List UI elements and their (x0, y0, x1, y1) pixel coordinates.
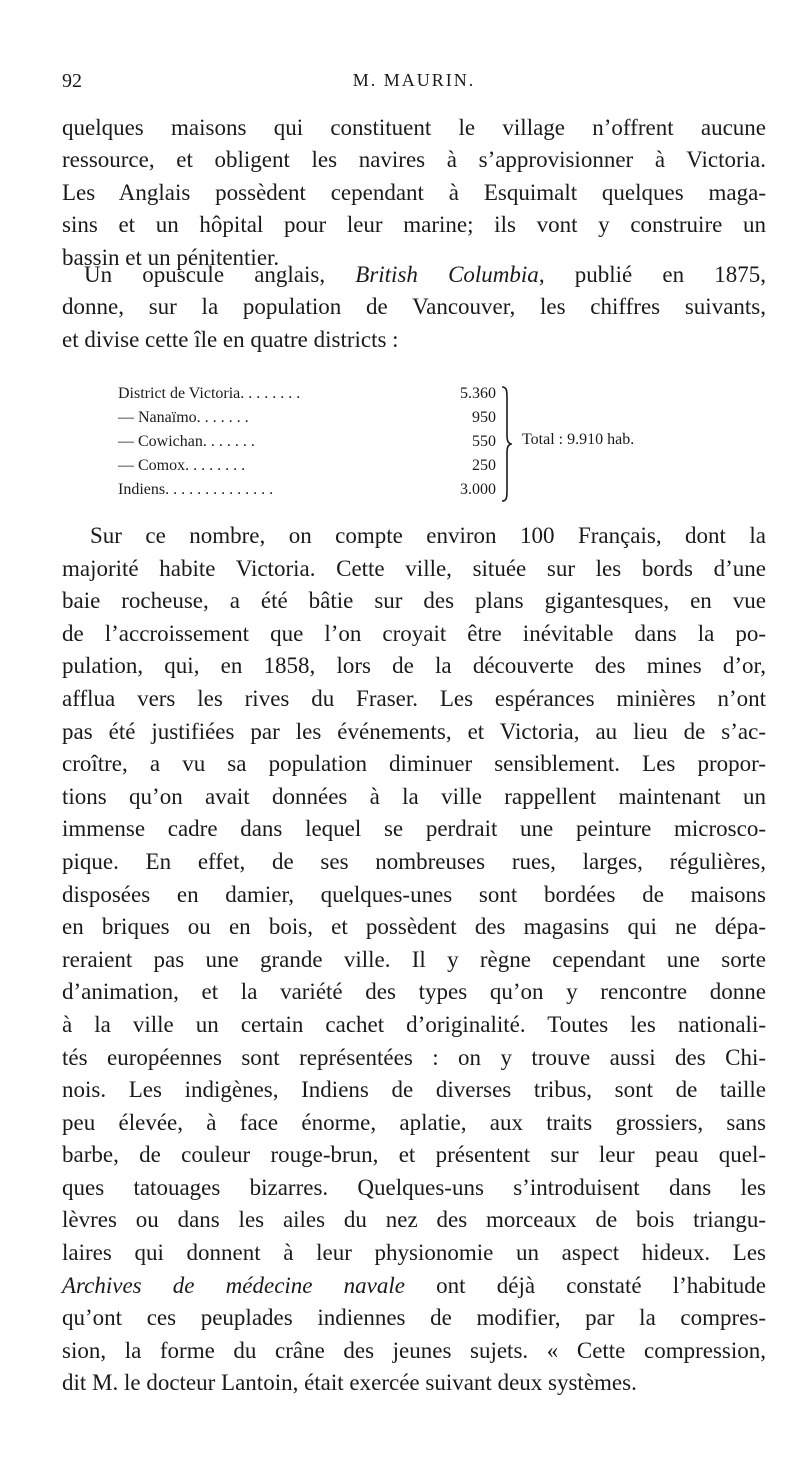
text-line: tions qu’on avait données à la ville rappellent maintenant un (62, 783, 766, 809)
text-line (62, 259, 766, 291)
district-label: — Nanaïmo. . . . . . . (118, 409, 249, 426)
text-line: Sur ce nombre, on compte environ 100 Français, dont la (90, 523, 766, 548)
text-line: ques tatouages bizarres. Quelques-uns s’introduisent dans les (62, 1174, 766, 1200)
text-line: à la ville un certain cachet d’originalité. Toutes les nationali- (62, 1011, 766, 1037)
paragraph-2 (62, 259, 766, 356)
text-line: majorité habite Victoria. Cette ville, située sur les bords d’une (62, 555, 766, 581)
text-line: quelques maisons qui constituent le village n’offrent aucune (62, 115, 766, 140)
text-segment: ont déjà constaté l’habitude (405, 1272, 766, 1298)
text-line: en briques ou en bois, et possèdent des magasins qui ne dépa- (62, 914, 766, 940)
text-line: de l’accroissement que l’on croyait être inévitable dans la po- (62, 620, 766, 646)
district-label: District de Victoria. . . . . . . . (118, 385, 301, 402)
text-line: pique. En effet, de ses nombreuses rues, larges, régulières, (62, 848, 766, 874)
population-value: 250 (472, 457, 496, 474)
census-table (118, 383, 758, 509)
page-number: 92 (62, 70, 82, 92)
running-title: M. MAURIN. (352, 70, 476, 90)
text-line: d’animation, et la variété des types qu’on y rencontre donne (62, 979, 766, 1005)
text-line: disposées en damier, quelques-unes sont bordées de maisons (62, 881, 766, 907)
text-line: sion, la forme du crâne des jeunes sujets. « Cette compression, (62, 1337, 766, 1363)
text-line: nois. Les indigènes, Indiens de diverses tribus, sont de taille (62, 1077, 766, 1103)
district-label: Indiens. . . . . . . . . . . . . . (118, 481, 274, 498)
text-line: pulation, qui, en 1858, lors de la découverte des mines d’or, (62, 653, 766, 679)
journal-title: Archives de médecine navale (62, 1272, 405, 1298)
text-line: dit M. le docteur Lantoin, était exercée suivant deux systèmes. (62, 1370, 637, 1396)
text-segment: , publié en 1875, (538, 262, 767, 287)
text-line: reraient pas une grande ville. Il y règne cependant une sorte (62, 946, 766, 972)
district-label: — Comox. . . . . . . . (118, 457, 246, 474)
text-line: afflua vers les rives du Fraser. Les espérances minières n’ont (62, 685, 766, 711)
text-line: peu élevée, à face énorme, aplatie, aux traits grossiers, sans (62, 1109, 766, 1135)
text-line: bassin et un pénitentier. (62, 244, 280, 270)
text-line: sins et un hôpital pour leur marine; ils vont y construire un (62, 212, 766, 238)
population-value: 950 (472, 409, 496, 426)
text-segment: Un opuscule anglais, (84, 262, 356, 287)
text-line: baie rocheuse, a été bâtie sur des plans gigantesques, en vue (62, 588, 766, 614)
census-total: Total : 9.910 hab. (522, 431, 635, 448)
paragraph-3 (62, 520, 766, 1400)
text-line: croître, a vu sa population diminuer sensiblement. Les propor- (62, 751, 766, 777)
text-line: et divise cette île en quatre districts : (62, 326, 399, 352)
text-line: ressource, et obligent les navires à s’approvisionner à Victoria. (62, 147, 766, 173)
text-line: barbe, de couleur rouge-brun, et présentent sur leur peau quel- (62, 1142, 766, 1168)
population-value: 3.000 (460, 481, 496, 498)
text-line: donne, sur la population de Vancouver, les chiffres suivants, (62, 294, 766, 320)
text-line (62, 1270, 766, 1303)
text-line: laires qui donnent à leur physionomie un aspect hideux. Les (62, 1240, 766, 1266)
text-line: Les Anglais possèdent cependant à Esquimalt quelques maga- (62, 179, 766, 205)
paragraph-1 (62, 112, 766, 274)
right-brace (500, 385, 512, 503)
population-value: 550 (472, 433, 496, 450)
text-line: pas été justifiées par les événements, et Victoria, au lieu de s’ac- (62, 718, 766, 744)
book-title: British Columbia (355, 262, 539, 287)
text-line: qu’ont ces peuplades indiennes de modifier, par la compres- (62, 1305, 766, 1331)
district-label: — Cowichan. . . . . . . (118, 433, 255, 450)
text-line: immense cadre dans lequel se perdrait une peinture microsco- (62, 816, 766, 842)
population-value: 5.360 (460, 385, 496, 402)
text-line: lèvres ou dans les ailes du nez des morceaux de bois triangu- (62, 1207, 766, 1233)
running-head (62, 70, 766, 100)
text-line: tés européennes sont représentées : on y trouve aussi des Chi- (62, 1044, 766, 1070)
